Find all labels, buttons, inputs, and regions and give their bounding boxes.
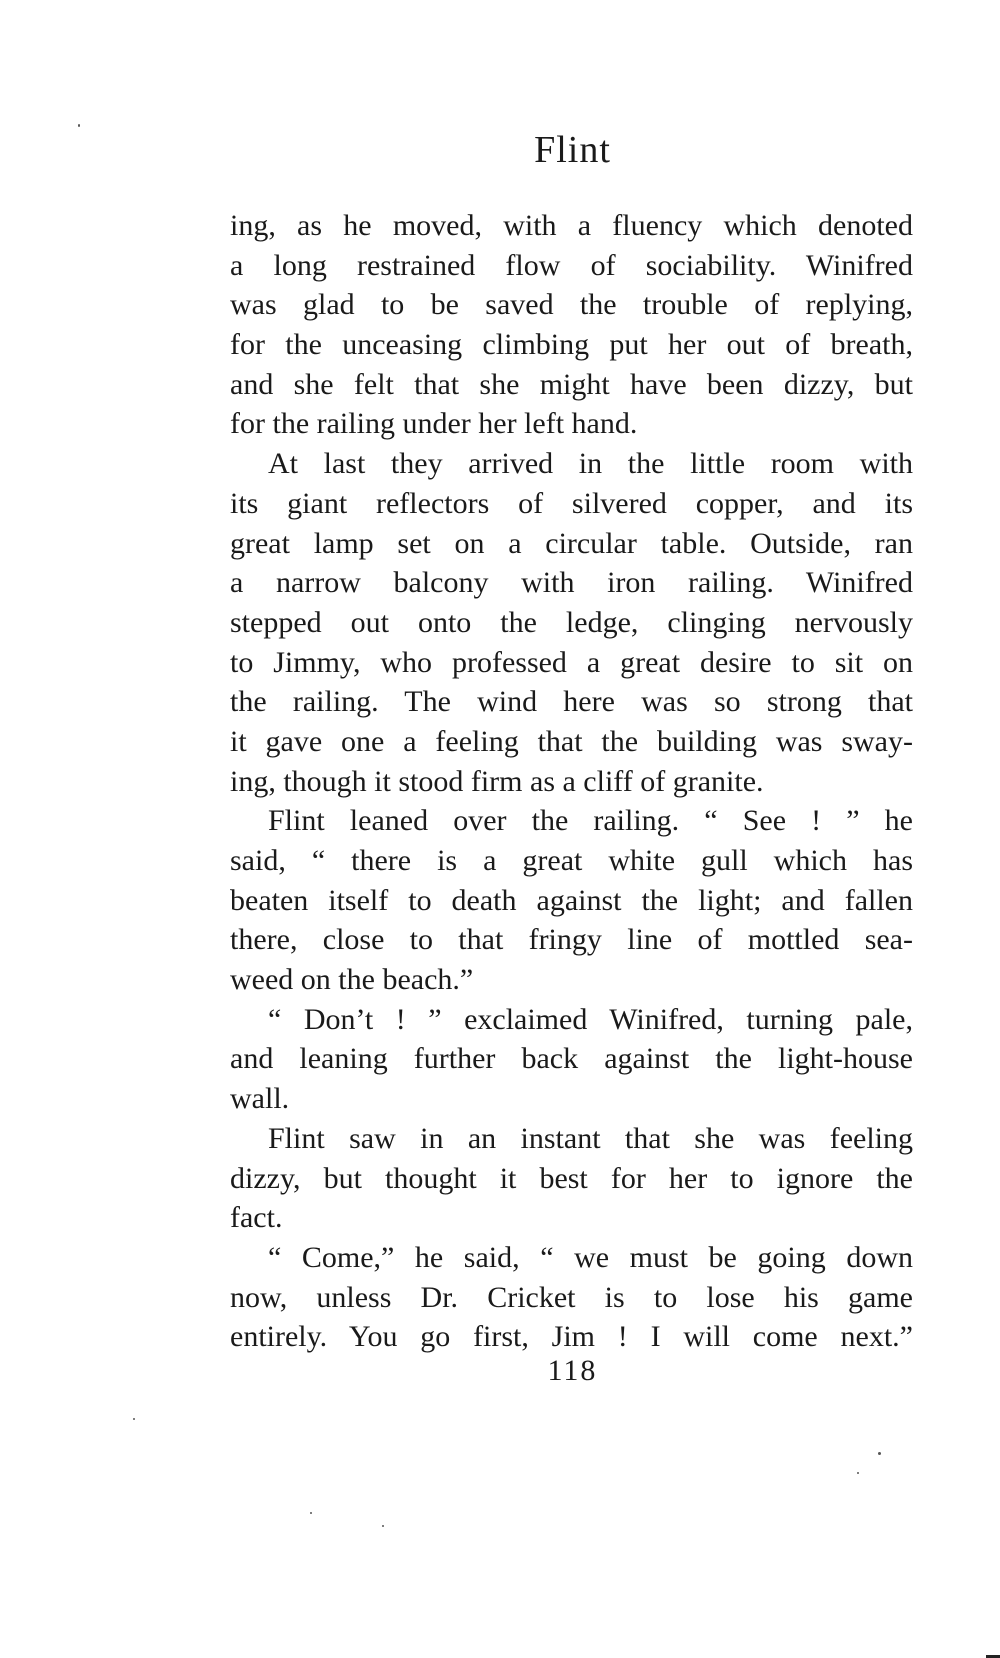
text-line: wall. [230, 1082, 290, 1116]
text-line: a narrow balcony with iron railing. Winifred [230, 566, 913, 600]
text-line: Flint saw in an instant that she was feeling [268, 1121, 913, 1155]
scan-speck [382, 1525, 384, 1527]
text-line: for the railing under her left hand. [230, 407, 638, 441]
text-line: “ Come,” he said, “ we must be going down [268, 1240, 913, 1274]
text-line: ing, though it stood firm as a cliff of granite. [230, 764, 764, 798]
text-line: weed on the beach.” [230, 963, 474, 997]
text-line: “ Don’t ! ” exclaimed Winifred, turning pale, [268, 1002, 913, 1036]
scan-speck [133, 1418, 135, 1420]
text-line: its giant reflectors of silvered copper, and its [230, 486, 913, 520]
text-line: said, “ there is a great white gull which has [230, 844, 913, 877]
text-line: entirely. You go first, Jim ! I will come next.” [230, 1320, 913, 1354]
text-line: to Jimmy, who professed a great desire to sit on [230, 645, 913, 679]
text-line: there, close to that fringy line of mottled sea- [230, 923, 913, 957]
text-line: the railing. The wind here was so strong that [230, 685, 913, 719]
body-text [230, 206, 913, 1357]
text-line: now, unless Dr. Cricket is to lose his game [230, 1280, 913, 1314]
text-line: and leaning further back against the light-house [230, 1042, 913, 1076]
text-line: dizzy, but thought it best for her to ignore the [230, 1161, 913, 1195]
text-line: for the unceasing climbing put her out of breath, [230, 328, 913, 362]
text-line: it gave one a feeling that the building was sway- [230, 724, 913, 758]
text-line: was glad to be saved the trouble of replying, [230, 288, 913, 322]
scan-speck [878, 1452, 881, 1455]
text-line: beaten itself to death against the light; and fallen [230, 883, 913, 917]
scan-speck [857, 1472, 859, 1474]
text-line: great lamp set on a circular table. Outside, ran [230, 526, 913, 560]
text-line: At last they arrived in the little room with [268, 447, 913, 481]
page-number: 118 [547, 1354, 598, 1387]
text-line: fact. [230, 1201, 283, 1235]
text-line: Flint leaned over the railing. “ See ! ” he [268, 804, 913, 838]
scan-speck [310, 1512, 312, 1514]
text-line: a long restrained flow of sociability. Winifred [230, 248, 913, 282]
text-line: and she felt that she might have been dizzy, but [230, 367, 913, 401]
text-line: stepped out onto the ledge, clinging nervously [230, 605, 913, 639]
running-head: Flint [534, 129, 611, 171]
text-line: ing, as he moved, with a fluency which denoted [230, 209, 913, 242]
scan-speck [78, 124, 80, 127]
